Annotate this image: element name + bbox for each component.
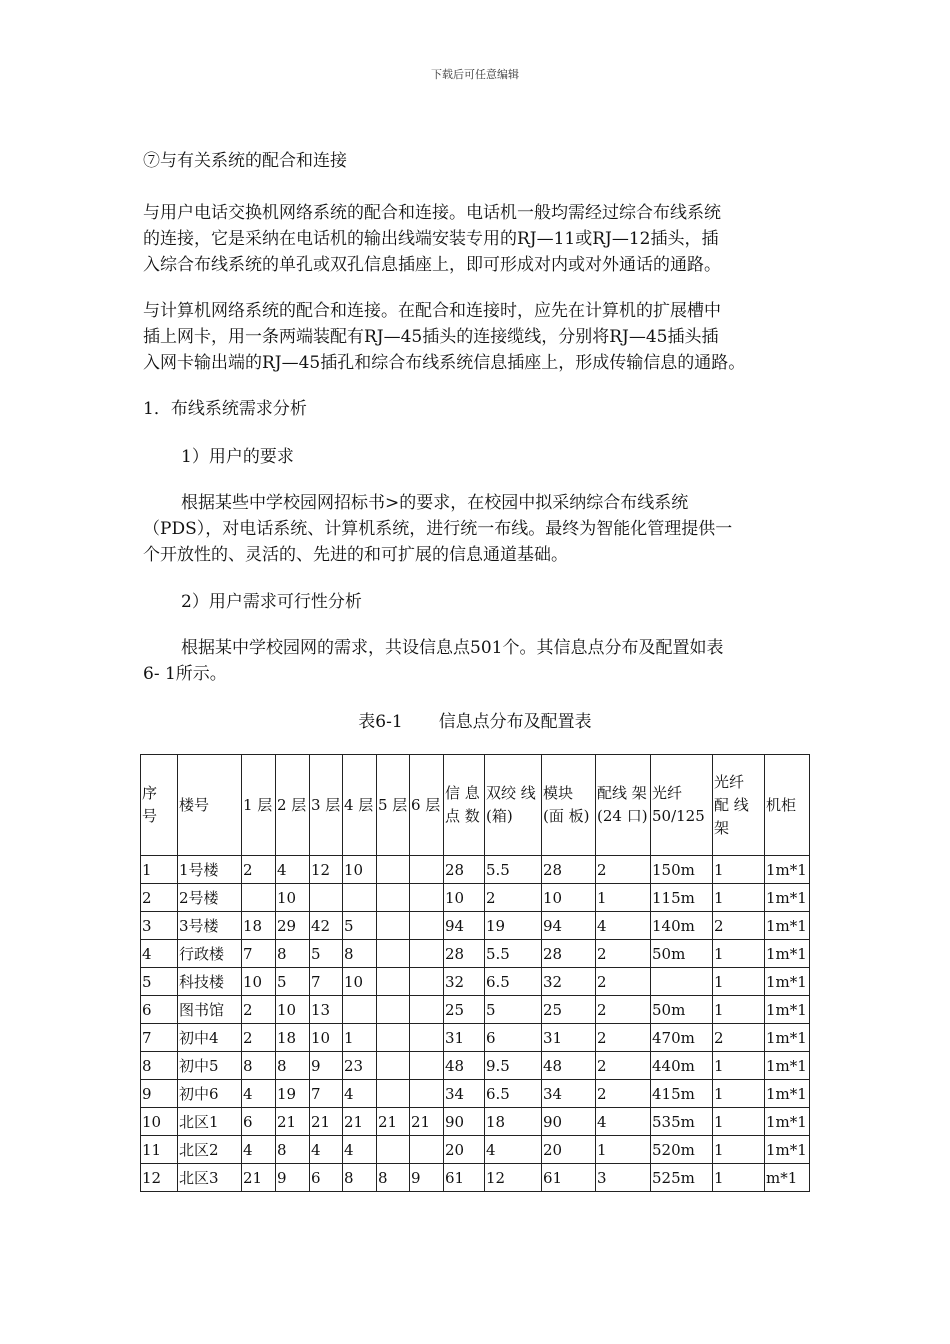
table-row bbox=[141, 996, 810, 1024]
text-line: 入网卡输出端的RJ—45插孔和综合布线系统信息插座上，形成传输信息的通路。 bbox=[143, 353, 746, 373]
table-cell: 1m*1 bbox=[765, 940, 810, 968]
table-cell: 初中5 bbox=[178, 1052, 242, 1080]
table-cell: 34 bbox=[542, 1080, 596, 1108]
table-cell: 1 bbox=[596, 884, 651, 912]
table-cell: 8 bbox=[242, 1052, 276, 1080]
table-cell: 10 bbox=[343, 856, 377, 884]
table-cell: 北区1 bbox=[178, 1108, 242, 1136]
table-cell: 1 bbox=[713, 1136, 765, 1164]
text-line: 插上网卡，用一条两端装配有RJ—45插头的连接缆线，分别将RJ—45插头插 bbox=[143, 327, 719, 347]
paragraph-user-requirements bbox=[143, 490, 732, 568]
column-header: 机柜 bbox=[765, 755, 810, 856]
table-cell: 21 bbox=[377, 1108, 410, 1136]
table-cell: 9 bbox=[141, 1080, 178, 1108]
table-cell: 18 bbox=[242, 912, 276, 940]
table-cell: 1 bbox=[713, 940, 765, 968]
info-point-table bbox=[140, 754, 810, 1192]
table-cell: 520m bbox=[651, 1136, 713, 1164]
table-cell bbox=[343, 884, 377, 912]
table-cell bbox=[410, 1080, 444, 1108]
table-title: 信息点分布及配置表 bbox=[438, 712, 592, 732]
table-row bbox=[141, 856, 810, 884]
table-cell: 2 bbox=[596, 996, 651, 1024]
column-header: 配线 架 (24 口) bbox=[596, 755, 651, 856]
table-cell: 25 bbox=[444, 996, 485, 1024]
table-cell: 31 bbox=[444, 1024, 485, 1052]
table-cell: 2 bbox=[596, 1024, 651, 1052]
table-cell: 1m*1 bbox=[765, 1052, 810, 1080]
table-cell: 2 bbox=[596, 968, 651, 996]
table-cell: 10 bbox=[542, 884, 596, 912]
table-cell bbox=[310, 884, 343, 912]
table-cell: 61 bbox=[444, 1164, 485, 1192]
page-header: 下载后可任意编辑 bbox=[431, 68, 519, 81]
table-cell: 初中4 bbox=[178, 1024, 242, 1052]
table-cell: 5 bbox=[485, 996, 542, 1024]
section-heading-connection: ⑦与有关系统的配合和连接 bbox=[143, 151, 347, 171]
table-cell: 4 bbox=[242, 1080, 276, 1108]
subheading-feasibility: 2）用户需求可行性分析 bbox=[181, 592, 362, 612]
table-cell bbox=[651, 968, 713, 996]
column-header: 2 层 bbox=[276, 755, 310, 856]
table-cell: 1 bbox=[713, 996, 765, 1024]
table-cell: 8 bbox=[276, 1136, 310, 1164]
table-cell: 1 bbox=[596, 1136, 651, 1164]
table-cell bbox=[377, 996, 410, 1024]
table-cell: 94 bbox=[444, 912, 485, 940]
table-row bbox=[141, 1052, 810, 1080]
table-cell: 4 bbox=[310, 1136, 343, 1164]
table-cell: 2 bbox=[485, 884, 542, 912]
table-cell: 1m*1 bbox=[765, 968, 810, 996]
table-row bbox=[141, 968, 810, 996]
table-cell: 28 bbox=[444, 940, 485, 968]
table-cell: 1m*1 bbox=[765, 856, 810, 884]
table-cell: 34 bbox=[444, 1080, 485, 1108]
table-cell bbox=[410, 1052, 444, 1080]
table-cell bbox=[377, 1052, 410, 1080]
table-cell bbox=[377, 968, 410, 996]
table-cell bbox=[410, 968, 444, 996]
table-cell: 23 bbox=[343, 1052, 377, 1080]
table-cell: 10 bbox=[276, 884, 310, 912]
table-cell: 3 bbox=[141, 912, 178, 940]
table-cell: 1m*1 bbox=[765, 1024, 810, 1052]
table-cell: 科技楼 bbox=[178, 968, 242, 996]
table-cell: 5 bbox=[343, 912, 377, 940]
table-cell: 94 bbox=[542, 912, 596, 940]
table-cell: 4 bbox=[276, 856, 310, 884]
table-cell: 4 bbox=[596, 912, 651, 940]
table-cell: 4 bbox=[596, 1108, 651, 1136]
table-cell: 6 bbox=[485, 1024, 542, 1052]
table-cell bbox=[410, 1136, 444, 1164]
table-cell: 4 bbox=[343, 1136, 377, 1164]
table-cell: 440m bbox=[651, 1052, 713, 1080]
table-cell: 2 bbox=[242, 856, 276, 884]
table-cell: 470m bbox=[651, 1024, 713, 1052]
table-cell: 2 bbox=[242, 996, 276, 1024]
table-cell: 5 bbox=[310, 940, 343, 968]
text-line: 根据某些中学校园网招标书>的要求，在校园中拟采纳综合布线系统 bbox=[181, 493, 689, 513]
table-cell: 13 bbox=[310, 996, 343, 1024]
table-header-row bbox=[141, 755, 810, 856]
table-cell: 2 bbox=[713, 1024, 765, 1052]
table-cell bbox=[410, 856, 444, 884]
table-cell bbox=[410, 1024, 444, 1052]
column-header: 6 层 bbox=[410, 755, 444, 856]
table-cell: 北区3 bbox=[178, 1164, 242, 1192]
table-cell: 10 bbox=[310, 1024, 343, 1052]
table-number: 表6-1 bbox=[358, 712, 403, 732]
table-cell: 图书馆 bbox=[178, 996, 242, 1024]
table-cell: 20 bbox=[542, 1136, 596, 1164]
table-cell: 2 bbox=[596, 1052, 651, 1080]
table-cell: 21 bbox=[310, 1108, 343, 1136]
table-cell: 1m*1 bbox=[765, 1080, 810, 1108]
table-cell bbox=[377, 1136, 410, 1164]
table-cell: 8 bbox=[343, 940, 377, 968]
paragraph-computer-network bbox=[143, 298, 745, 376]
column-header: 3 层 bbox=[310, 755, 343, 856]
table-cell bbox=[377, 1080, 410, 1108]
column-header: 模块 (面 板) bbox=[542, 755, 596, 856]
table-cell: 19 bbox=[276, 1080, 310, 1108]
table-cell: 415m bbox=[651, 1080, 713, 1108]
table-cell: 12 bbox=[485, 1164, 542, 1192]
table-cell: 18 bbox=[276, 1024, 310, 1052]
table-cell: 535m bbox=[651, 1108, 713, 1136]
table-cell: 4 bbox=[242, 1136, 276, 1164]
table-cell: 7 bbox=[310, 1080, 343, 1108]
table-cell: 1 bbox=[713, 968, 765, 996]
table-cell: 10 bbox=[444, 884, 485, 912]
table-cell bbox=[410, 940, 444, 968]
table-cell: 48 bbox=[542, 1052, 596, 1080]
table-cell bbox=[377, 856, 410, 884]
table-cell: 28 bbox=[542, 856, 596, 884]
table-cell: 20 bbox=[444, 1136, 485, 1164]
table-cell: 9 bbox=[410, 1164, 444, 1192]
table-cell bbox=[377, 940, 410, 968]
paragraph-telephone bbox=[143, 200, 721, 278]
table-cell: 6 bbox=[310, 1164, 343, 1192]
table-cell: 1 bbox=[141, 856, 178, 884]
table-cell: 48 bbox=[444, 1052, 485, 1080]
table-cell: 12 bbox=[141, 1164, 178, 1192]
table-cell: 2号楼 bbox=[178, 884, 242, 912]
table-cell: 28 bbox=[444, 856, 485, 884]
column-header: 序 号 bbox=[141, 755, 178, 856]
column-header: 5 层 bbox=[377, 755, 410, 856]
table-row bbox=[141, 1024, 810, 1052]
table-cell: 25 bbox=[542, 996, 596, 1024]
table-cell bbox=[410, 912, 444, 940]
table-cell: 8 bbox=[141, 1052, 178, 1080]
table-cell: 4 bbox=[485, 1136, 542, 1164]
table-cell: 50m bbox=[651, 996, 713, 1024]
table-cell: 19 bbox=[485, 912, 542, 940]
table-row bbox=[141, 1164, 810, 1192]
table-cell: 1 bbox=[343, 1024, 377, 1052]
section-heading-requirements: 1．布线系统需求分析 bbox=[143, 399, 307, 419]
table-row bbox=[141, 1080, 810, 1108]
table-cell: 61 bbox=[542, 1164, 596, 1192]
table-cell: 32 bbox=[444, 968, 485, 996]
table-cell: 5.5 bbox=[485, 940, 542, 968]
text-line: 个开放性的、灵活的、先进的和可扩展的信息通道基础。 bbox=[143, 545, 568, 565]
text-line: （PDS），对电话系统、计算机系统，进行统一布线。最终为智能化管理提供一 bbox=[143, 519, 733, 539]
table-cell: 140m bbox=[651, 912, 713, 940]
table-row bbox=[141, 884, 810, 912]
table-cell: 2 bbox=[596, 940, 651, 968]
table-cell: 21 bbox=[343, 1108, 377, 1136]
table-cell: 9.5 bbox=[485, 1052, 542, 1080]
table-cell: 90 bbox=[542, 1108, 596, 1136]
table-cell: 6.5 bbox=[485, 968, 542, 996]
table-cell bbox=[410, 884, 444, 912]
table-cell: 1 bbox=[713, 1108, 765, 1136]
table-cell: 10 bbox=[141, 1108, 178, 1136]
table-cell: 1m*1 bbox=[765, 884, 810, 912]
table-row bbox=[141, 1136, 810, 1164]
subheading-user-requirements: 1）用户的要求 bbox=[181, 447, 294, 467]
table-cell: 9 bbox=[310, 1052, 343, 1080]
table-cell: 10 bbox=[242, 968, 276, 996]
table-cell: 1 bbox=[713, 856, 765, 884]
table-cell: 北区2 bbox=[178, 1136, 242, 1164]
table-cell: 2 bbox=[596, 856, 651, 884]
table-cell bbox=[377, 1024, 410, 1052]
table-cell: 21 bbox=[242, 1164, 276, 1192]
table-cell: 2 bbox=[596, 1080, 651, 1108]
table-cell: 9 bbox=[276, 1164, 310, 1192]
column-header: 光纤 配 线架 bbox=[713, 755, 765, 856]
table-cell: 150m bbox=[651, 856, 713, 884]
column-header: 光纤 50/125 bbox=[651, 755, 713, 856]
table-cell: 5 bbox=[141, 968, 178, 996]
table-cell: 1m*1 bbox=[765, 1108, 810, 1136]
table-cell: 21 bbox=[410, 1108, 444, 1136]
table-cell: 50m bbox=[651, 940, 713, 968]
text-line: 与计算机网络系统的配合和连接。在配合和连接时，应先在计算机的扩展槽中 bbox=[143, 301, 721, 321]
column-header: 楼号 bbox=[178, 755, 242, 856]
table-cell: 18 bbox=[485, 1108, 542, 1136]
table-cell bbox=[377, 912, 410, 940]
column-header: 1 层 bbox=[242, 755, 276, 856]
text-line: 与用户电话交换机网络系统的配合和连接。电话机一般均需经过综合布线系统 bbox=[143, 203, 721, 223]
table-cell: 1 bbox=[713, 1080, 765, 1108]
table-cell: 8 bbox=[276, 940, 310, 968]
table-cell: 42 bbox=[310, 912, 343, 940]
table-cell: 8 bbox=[343, 1164, 377, 1192]
table-cell: 行政楼 bbox=[178, 940, 242, 968]
table-cell: 10 bbox=[276, 996, 310, 1024]
table-cell: 7 bbox=[242, 940, 276, 968]
table-cell: 1 bbox=[713, 1052, 765, 1080]
table-cell: 6 bbox=[242, 1108, 276, 1136]
text-line: 的连接，它是采纳在电话机的输出线端安装专用的RJ—11或RJ—12插头，插 bbox=[143, 229, 719, 249]
column-header: 4 层 bbox=[343, 755, 377, 856]
table-cell: 1 bbox=[713, 884, 765, 912]
table-cell: 7 bbox=[141, 1024, 178, 1052]
table-cell: 29 bbox=[276, 912, 310, 940]
table-cell: 10 bbox=[343, 968, 377, 996]
table-cell: 90 bbox=[444, 1108, 485, 1136]
table-cell: 12 bbox=[310, 856, 343, 884]
table-cell: 31 bbox=[542, 1024, 596, 1052]
table-row bbox=[141, 940, 810, 968]
table-cell: 1m*1 bbox=[765, 996, 810, 1024]
text-line: 根据某中学校园网的需求，共设信息点501个。其信息点分布及配置如表 bbox=[181, 638, 724, 658]
table-cell: 1m*1 bbox=[765, 912, 810, 940]
table-body bbox=[141, 856, 810, 1192]
table-cell: 5.5 bbox=[485, 856, 542, 884]
table-cell: 32 bbox=[542, 968, 596, 996]
table-cell: 1 bbox=[713, 1164, 765, 1192]
table-cell: 3 bbox=[596, 1164, 651, 1192]
table-cell: 初中6 bbox=[178, 1080, 242, 1108]
table-cell: 8 bbox=[276, 1052, 310, 1080]
column-header: 双绞 线 (箱) bbox=[485, 755, 542, 856]
table-row bbox=[141, 1108, 810, 1136]
table-cell bbox=[343, 996, 377, 1024]
table-cell: 5 bbox=[276, 968, 310, 996]
column-header: 信 息 点 数 bbox=[444, 755, 485, 856]
table-cell: 2 bbox=[141, 884, 178, 912]
table-cell bbox=[410, 996, 444, 1024]
table-cell: 21 bbox=[276, 1108, 310, 1136]
table-cell: 28 bbox=[542, 940, 596, 968]
table-cell: 1m*1 bbox=[765, 1136, 810, 1164]
table-row bbox=[141, 912, 810, 940]
table-cell: 525m bbox=[651, 1164, 713, 1192]
table-cell: 3号楼 bbox=[178, 912, 242, 940]
table-cell: 2 bbox=[713, 912, 765, 940]
table-caption bbox=[0, 707, 950, 732]
table-cell: 1号楼 bbox=[178, 856, 242, 884]
table-cell: 115m bbox=[651, 884, 713, 912]
table-cell bbox=[242, 884, 276, 912]
table-cell: 4 bbox=[141, 940, 178, 968]
table-cell: 11 bbox=[141, 1136, 178, 1164]
table-cell: 4 bbox=[343, 1080, 377, 1108]
table-cell: 6 bbox=[141, 996, 178, 1024]
table-cell: 2 bbox=[242, 1024, 276, 1052]
text-line: 入综合布线系统的单孔或双孔信息插座上，即可形成对内或对外通话的通路。 bbox=[143, 255, 721, 275]
table-cell: 7 bbox=[310, 968, 343, 996]
table-cell bbox=[377, 884, 410, 912]
text-line: 6- 1所示。 bbox=[143, 664, 227, 684]
table-cell: 8 bbox=[377, 1164, 410, 1192]
table-cell: 6.5 bbox=[485, 1080, 542, 1108]
table-cell: m*1 bbox=[765, 1164, 810, 1192]
paragraph-feasibility bbox=[143, 635, 723, 687]
